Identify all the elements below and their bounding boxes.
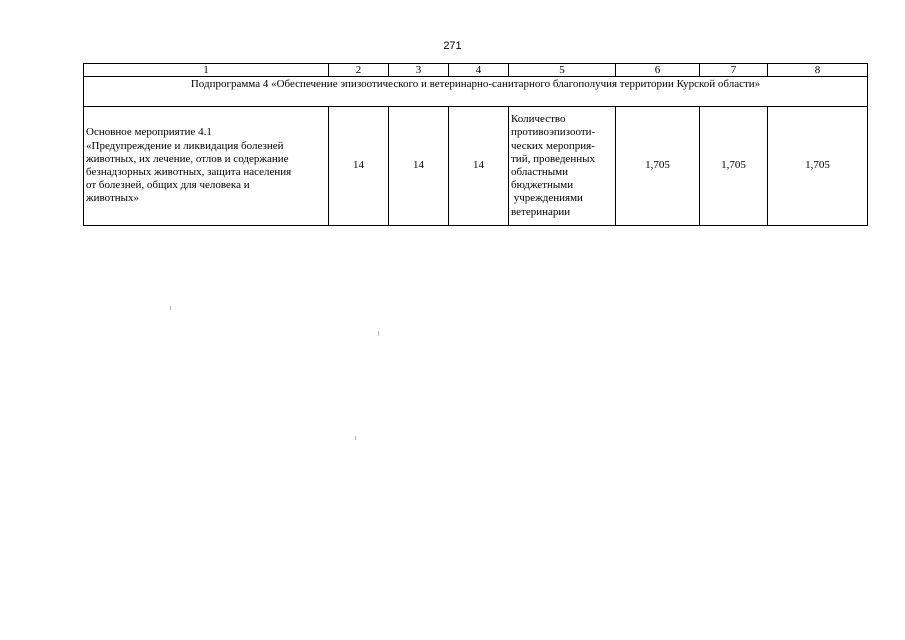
column-number-1: 1 [84, 64, 329, 77]
scan-speck [355, 436, 356, 440]
column-number-7: 7 [700, 64, 768, 77]
column-number-row [84, 64, 868, 77]
description-line: от болезней, общих для человека и [86, 179, 250, 192]
scan-speck [378, 331, 379, 336]
description-line: животных, их лечение, отлов и содержание [86, 152, 289, 165]
description-line: «Предупреждение и ликвидация болезней [86, 139, 284, 152]
cell-col8: 1,705 [768, 107, 868, 226]
indicator-line: ческих мероприя- [511, 139, 595, 152]
description-line: безнадзорных животных, защита населения [86, 166, 292, 178]
cell-col6: 1,705 [616, 107, 700, 226]
indicator-line: учреждениями [511, 192, 583, 205]
indicator-line: ветеринарии [511, 205, 571, 218]
indicator-line: тий, проведенных [511, 152, 595, 165]
column-number-2: 2 [329, 64, 389, 77]
indicator-line: противоэпизооти- [511, 126, 596, 139]
subprogram-title: Подпрограмма 4 «Обеспечение эпизоотического и ветеринарно-санитарного благополучия территории Курской области» [84, 77, 868, 107]
subprogram-row [84, 77, 868, 107]
column-number-6: 6 [616, 64, 700, 77]
column-number-3: 3 [389, 64, 449, 77]
description-line: Основное мероприятие 4.1 [86, 126, 212, 139]
indicator-line: бюджетными [511, 179, 574, 192]
table-row [84, 107, 868, 226]
indicator-description [509, 107, 616, 226]
cell-col3: 14 [389, 107, 449, 226]
cell-col4: 14 [449, 107, 509, 226]
activity-description [84, 107, 329, 226]
indicator-line: областными [511, 166, 569, 178]
column-number-5: 5 [509, 64, 616, 77]
cell-col2: 14 [329, 107, 389, 226]
page-number: 271 [443, 40, 462, 52]
column-number-4: 4 [449, 64, 509, 77]
document-table [83, 63, 868, 226]
indicator-line: Количество [511, 113, 566, 126]
scan-speck [170, 306, 171, 310]
description-line: животных» [86, 192, 140, 205]
cell-col7: 1,705 [700, 107, 768, 226]
column-number-8: 8 [768, 64, 868, 77]
